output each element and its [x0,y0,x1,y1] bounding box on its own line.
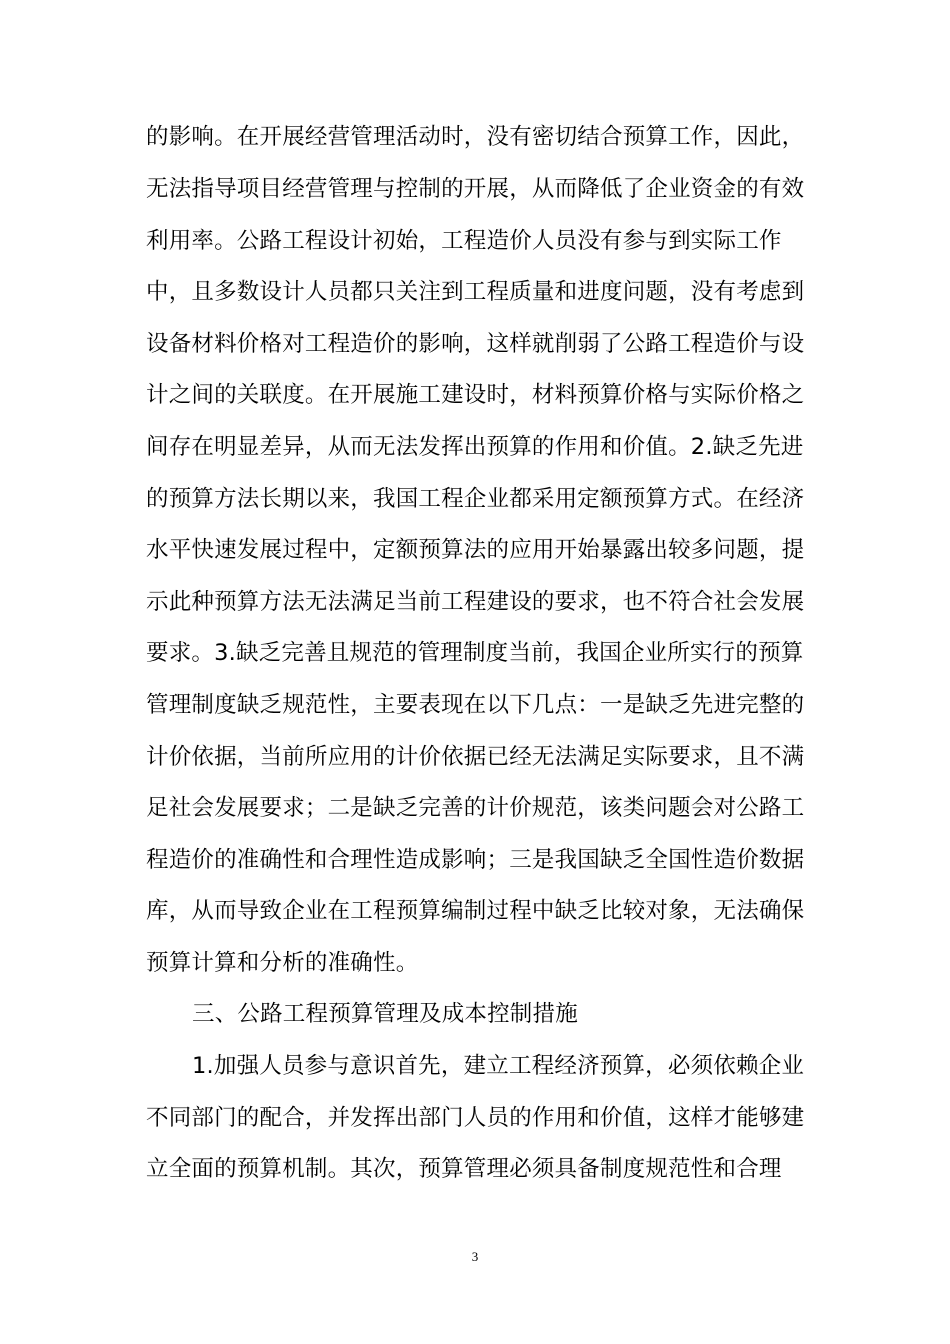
body-text-line: 足社会发展要求；二是缺乏完善的计价规范，该类问题会对公路工 [146,795,805,821]
body-text-line: 管理制度缺乏规范性，主要表现在以下几点：一是缺乏先进完整的 [146,692,805,718]
body-text-line: 不同部门的配合，并发挥出部门人员的作用和价值，这样才能够建 [146,1105,805,1131]
body-text-line: 的影响。在开展经营管理活动时，没有密切结合预算工作，因此， [146,124,805,150]
body-text-line: 计价依据，当前所应用的计价依据已经无法满足实际要求，且不满 [146,744,805,770]
section-heading: 三、公路工程预算管理及成本控制措施 [192,1001,578,1027]
body-text-line: 1.加强人员参与意识首先，建立工程经济预算，必须依赖企业 [192,1053,805,1079]
body-text-line: 中，且多数设计人员都只关注到工程质量和进度问题，没有考虑到 [146,279,805,305]
body-text-line: 的预算方法长期以来，我国工程企业都采用定额预算方式。在经济 [146,486,805,512]
body-text-line: 程造价的准确性和合理性造成影响；三是我国缺乏全国性造价数据 [146,847,805,873]
body-text-line: 无法指导项目经营管理与控制的开展，从而降低了企业资金的有效 [146,176,805,202]
page-number: 3 [471,1249,479,1264]
body-text-line: 计之间的关联度。在开展施工建设时，材料预算价格与实际价格之 [146,382,805,408]
body-text-line: 设备材料价格对工程造价的影响，这样就削弱了公路工程造价与设 [146,331,805,357]
body-text-line: 立全面的预算机制。其次，预算管理必须具备制度规范性和合理 [146,1156,782,1182]
body-text-line: 示此种预算方法无法满足当前工程建设的要求，也不符合社会发展 [146,589,805,615]
body-text-line: 库，从而导致企业在工程预算编制过程中缺乏比较对象，无法确保 [146,898,805,924]
body-text-line: 要求。3.缺乏完善且规范的管理制度当前，我国企业所实行的预算 [146,640,804,666]
body-text-line: 间存在明显差异，从而无法发挥出预算的作用和价值。2.缺乏先进 [146,434,804,460]
body-text-line: 预算计算和分析的准确性。 [146,950,419,976]
body-text-line: 利用率。公路工程设计初始，工程造价人员没有参与到实际工作 [146,228,782,254]
body-text-line: 水平快速发展过程中，定额预算法的应用开始暴露出较多问题，提 [146,537,805,563]
